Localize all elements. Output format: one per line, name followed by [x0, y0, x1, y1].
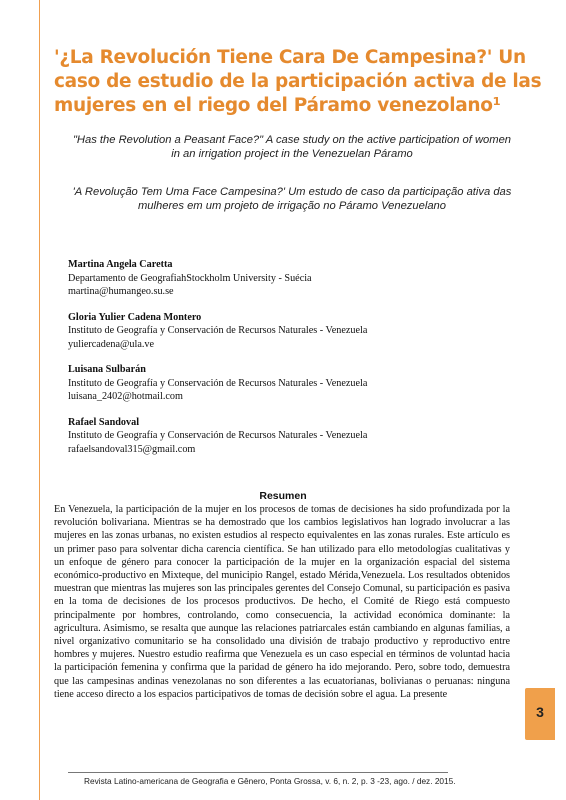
- author-name: Martina Angela Caretta: [68, 259, 173, 270]
- author-email[interactable]: yuliercadena@ula.ve: [68, 338, 155, 350]
- subtitle-english: "Has the Revolution a Peasant Face?" A case study on the active participation of women in an irrigation project in the Venezuelan Páramo: [72, 134, 512, 160]
- author-email[interactable]: rafaelsandoval315@gmail.com: [68, 443, 196, 455]
- author-affiliation: Instituto de Geografía y Conservación de Recursos Naturales - Venezuela: [68, 325, 368, 336]
- author-block: [68, 363, 508, 404]
- subtitle-portuguese: 'A Revolução Tem Uma Face Campesina?' Um estudo de caso da participação ativa das mulheres em um projeto de irrigação no Páramo Venezuelano: [72, 186, 512, 212]
- author-name: Luisana Sulbarán: [68, 364, 146, 375]
- author-block: [68, 416, 508, 457]
- author-affiliation: Instituto de Geografía y Conservación de Recursos Naturales - Venezuela: [68, 377, 368, 389]
- page-left-border: [39, 0, 40, 800]
- abstract-text: En Venezuela, la participación de la mujer en los procesos de tomas de decisiones ha sido profundizada por la revolución bolivariana. Mientras se ha demostrado que los cambios legislativos han logrado involucrar a las mujeres en las zonas urbanas, no existen estudios al respecto equivalentes en las zonas rurales. Este artículo es un primer paso para solventar dicha carencia científica. Se han utilizado para ello metodologías cualitativas y un enfoque de género para conocer la participación de la mujer en la organización espacial del sistema económico-productivo en Mixteque, del municipio Rangel, estado Mérida,Venezuela. Los resultados obtenidos muestran que mientras las mujeres son las principales gerentes del Consejo Comunal, su participación es pasiva en la toma de decisiones de los procesos productivos. De hecho, el Comité de Riego está compuesto principalmente por hombres, controlando, como consecuencia, la actividad económica dominante: la agricultura. Asimismo, se resalta que aunque las relaciones patriarcales están cambiando en algunas familias, a nivel organizativo comunitario se ha consolidado una división de trabajo productivo y reproductivo entre hombres y mujeres. Nuestro estudio reafirma que Venezuela es un caso especial en términos de voluntad hacia la participación femenina y confirma que la paridad de género ha ido mejorando. Pero, sobre todo, demuestra que las campesinas andinas venezolanas no son diferentes a las ecuatorianas, bolivianas o peruanas: ninguna tiene acceso directo a los espacios participativos de tomas de decisión sobre el agua. La presente: [54, 504, 510, 700]
- author-email[interactable]: luisana_2402@hotmail.com: [68, 391, 183, 402]
- author-name: Rafael Sandoval: [68, 416, 140, 428]
- article-title: '¿La Revolución Tiene Cara De Campesina?' Un caso de estudio de la participación activa de las mujeres en el riego del Páramo venezolano¹: [54, 47, 542, 116]
- abstract-heading: Resumen: [259, 490, 307, 502]
- author-affiliation: Departamento de GeografiahStockholm University - Suécia: [68, 272, 312, 284]
- author-email[interactable]: martina@humangeo.su.se: [68, 286, 174, 297]
- author-name: Gloria Yulier Cadena Montero: [68, 311, 202, 323]
- author-affiliation: Instituto de Geografía y Conservación de Recursos Naturales - Venezuela: [68, 430, 368, 441]
- footer-divider: [68, 772, 448, 773]
- page-number: 3: [536, 704, 544, 720]
- page-number-tab: [525, 688, 555, 740]
- journal-footer: Revista Latino-americana de Geografia e Gênero, Ponta Grossa, v. 6, n. 2, p. 3 -23, ago. / dez. 2015.: [84, 776, 456, 786]
- author-block: [68, 311, 508, 352]
- author-block: [68, 258, 508, 299]
- author-list: [68, 258, 508, 468]
